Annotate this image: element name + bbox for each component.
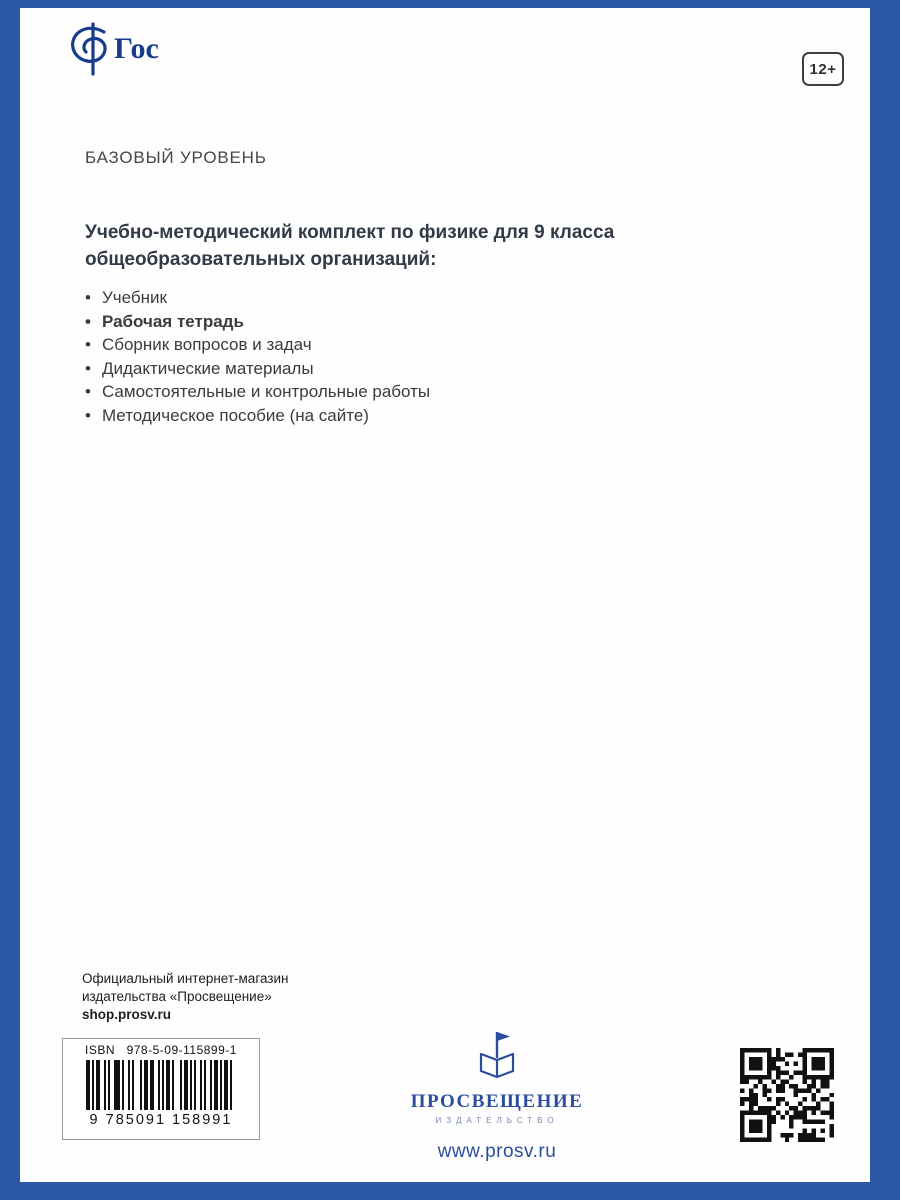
publisher-website: www.prosv.ru bbox=[437, 1141, 557, 1162]
book-back-cover bbox=[20, 8, 870, 1182]
shop-line-1: Официальный интернет-магазин bbox=[82, 971, 289, 986]
publisher-block bbox=[387, 1030, 607, 1163]
fgos-logo bbox=[60, 18, 159, 80]
kit-list-item: • Дидактические материалы bbox=[85, 357, 725, 381]
publisher-subtitle: ИЗДАТЕЛЬСТВО bbox=[435, 1116, 559, 1125]
kit-list-item: • Сборник вопросов и задач bbox=[85, 333, 725, 357]
prosveshchenie-logo-icon bbox=[474, 1030, 520, 1085]
shop-url: shop.prosv.ru bbox=[82, 1007, 172, 1022]
fgos-swirl-icon bbox=[60, 18, 122, 80]
kit-list-item: • Учебник bbox=[85, 286, 725, 310]
isbn-label: ISBN 978-5-09-115899-1 bbox=[85, 1043, 237, 1057]
shop-info bbox=[82, 970, 289, 1024]
kit-list bbox=[85, 286, 725, 427]
barcode-digits: 9 785091 158991 bbox=[89, 1112, 233, 1128]
kit-list-item: • Методическое пособие (на сайте) bbox=[85, 404, 725, 428]
publisher-name: ПРОСВЕЩЕНИЕ bbox=[410, 1091, 584, 1112]
shop-line-2: издательства «Просвещение» bbox=[82, 989, 272, 1004]
kit-heading: Учебно-методический комплект по физике для 9 класса общеобразовательных организаций: bbox=[85, 222, 615, 270]
fgos-label: Гос bbox=[114, 32, 159, 65]
barcode-bars bbox=[86, 1060, 236, 1110]
isbn-barcode bbox=[62, 1038, 260, 1140]
kit-list-item: • Самостоятельные и контрольные работы bbox=[85, 380, 725, 404]
kit-list-item: • Рабочая тетрадь bbox=[85, 310, 725, 334]
qr-code bbox=[740, 1048, 834, 1142]
level-label: БАЗОВЫЙ УРОВЕНЬ bbox=[85, 148, 267, 167]
age-rating-badge bbox=[802, 52, 844, 86]
age-rating-label: 12+ bbox=[809, 60, 837, 78]
